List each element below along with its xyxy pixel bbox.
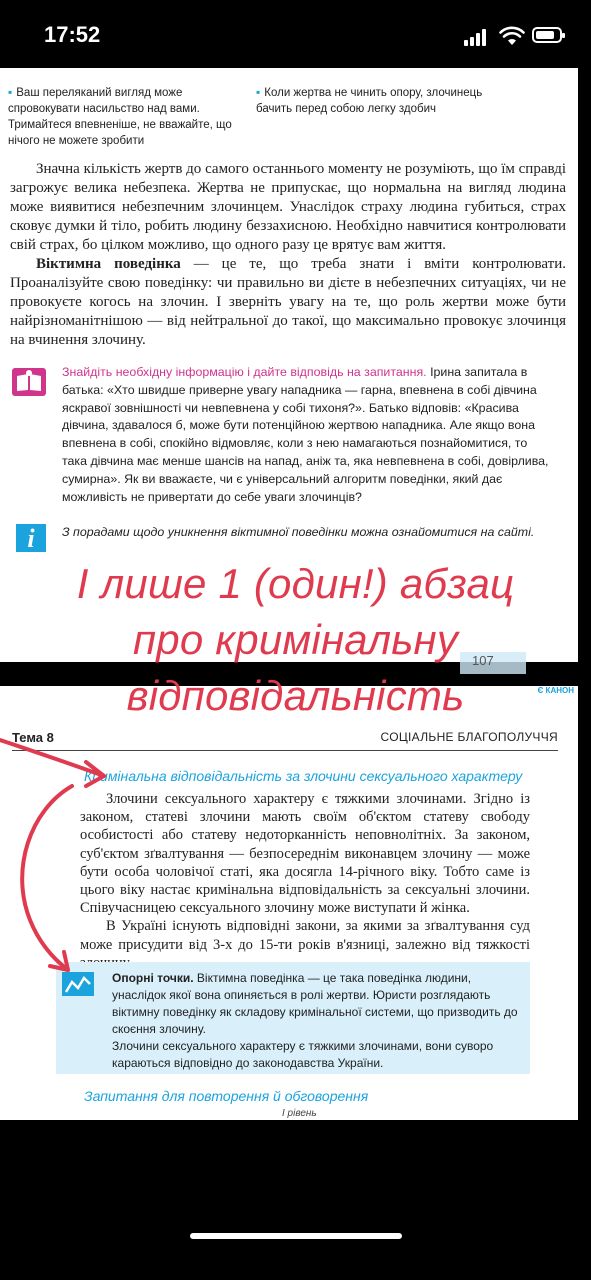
annotation-line-1: І лише 1 (один!) абзац <box>76 560 515 607</box>
paragraph-2: В Україні існують відповідні закони, за якими за зґвалтування суд може присудити від 3-х до 15-ти років в'язниці, залежно від тяжкості <box>80 918 530 953</box>
info-icon <box>16 524 46 552</box>
status-time: 17:52 <box>44 22 101 47</box>
bullet-marker-icon: ▪ <box>8 85 13 99</box>
task-text: Ірина запитала в батька: «Хто швидше приверне увагу нападника — гарна, впевнена в собі дівчина яскравої зовнішності чи невпевнена у собі тихоня?». Батько відповів: «Красива дівчина, здавалося б, може бути потенційною жертвою нападника. Але якщо вона впевнена в собі, спокійно відмовляє, коли з нею намагаються познайомитися, то така дівчина має менше шансів на напад, аніж та, яка невпевнена в собі, довірлива, сумирна». Як ви вважаєте, чи є універсальний алгоритм поведінки, який дає можливість не привертати до себе уваги злочинців? <box>62 365 549 504</box>
body-text <box>10 160 566 350</box>
support-text <box>112 970 524 1072</box>
svg-text:i: i <box>27 524 35 552</box>
bullet-right: Коли жертва не чинить опору, злочинець бачить перед собою легку здобич <box>256 87 483 115</box>
tema-label: Тема 8 <box>12 730 54 745</box>
paragraph-1: Злочини сексуального характеру є тяжкими злочинами. Згідно із законом, статеві злочини мають своїм об'єктом статеву свободу особистості або статеву недоторканність неповнолітніх. За законом, суб'єктом зґвалтування — безпосереднім виконавцем злочину — може бути особа чоловічої статі, яка досягла 14-річного віку. Тобто саме із цього віку настає кримінальна відповідальність за сексуальні злочини. Співучасницею сексуального злочину може виступати й жінка. <box>80 791 530 917</box>
cellular-signal-icon <box>464 28 492 46</box>
support-title: Опорні точки. <box>112 971 194 985</box>
term-victim-behavior: Віктимна поведінка <box>36 256 181 272</box>
annotation-line-2: про кримінальну <box>132 616 459 663</box>
battery-icon <box>532 27 562 43</box>
red-arrow-annotation <box>0 720 120 990</box>
section-label: СОЦІАЛЬНЕ БЛАГОПОЛУЧЧЯ <box>380 730 558 744</box>
task-block <box>62 364 552 506</box>
annotation-line-3: відповідальність <box>126 672 465 719</box>
support-points-box <box>56 962 530 1074</box>
status-bar <box>0 0 591 70</box>
paragraph-1: Значна кількість жертв до самого останнього моменту не розуміють, що їм справді загрожує велика небезпека. Жертва не припускає, що нормальна на вигляд людина може виявитися небезпечним злочинцем. Унаслідок страху людина губиться, страх сковує думки й тіло, робить людину беззахисною. Необхідно навчитися контролювати свій страх, бо цілком можливо, що одного разу це врятує вам життя. <box>10 161 566 253</box>
support-text-2: Злочини сексуального характеру є тяжкими злочинами, вони суворо караються відповідно до законодавства України. <box>112 1039 494 1070</box>
paragraph-2-text: — це те, що треба знати і вміти контролювати. Проаналізуйте свою поведінку: чи правильно ви дієте в небезпечних ситуаціях, чи не провокуєте когось на злочин. І зверніть увагу на те, що роль жертви може бути найрізноманітнішою — від нейтральної до такої, що максимально провокує злочинця на вчинення злочину. <box>10 256 566 348</box>
subheading: Кримінальна відповідальність за злочини сексуального характеру <box>84 768 523 784</box>
questions-heading: Запитання для повторення й обговорення <box>84 1088 369 1104</box>
home-indicator[interactable] <box>190 1233 402 1239</box>
support-text-1: Віктимна поведінка — це така поведінка людини, унаслідок якої вона опиняється в ролі жертви. Юристи розглядають віктимну поведінку як складову кримінальної системи, що призводить до скоєння злочину. <box>112 971 518 1036</box>
bullet-left: Ваш переляканий вигляд може спровокувати насильство над вами. Тримайтеся впевненіше, не вважайте, що нічого не можете зробити <box>8 87 232 147</box>
bullet-marker-icon: ▪ <box>256 85 261 99</box>
task-heading: Знайдіть необхідну інформацію і дайте відповідь на запитання. <box>62 365 427 379</box>
page-number: 107 <box>472 653 494 668</box>
publisher-logo: Є КАНОН <box>537 686 574 695</box>
level-label: І рівень <box>282 1108 317 1119</box>
paragraph-2 <box>10 255 566 350</box>
criminal-text <box>80 790 530 972</box>
wifi-icon <box>499 26 525 46</box>
info-text: З порадами щодо уникнення віктимної поведінки можна ознайомитися на сайті. <box>62 525 535 539</box>
book-task-icon <box>12 368 46 396</box>
